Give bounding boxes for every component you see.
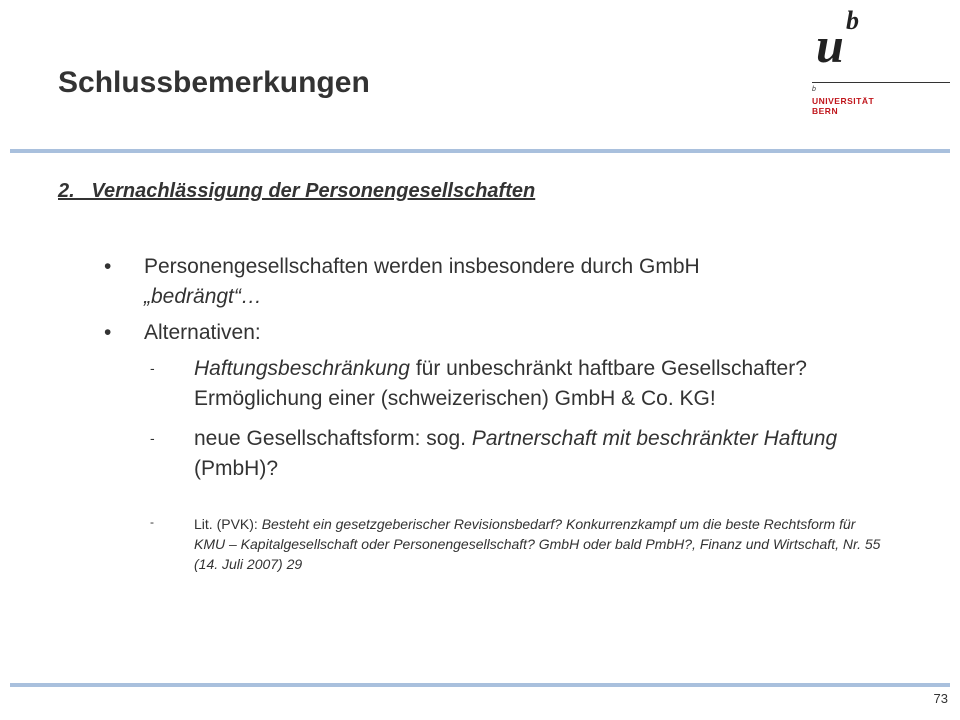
sub-item bbox=[104, 424, 884, 484]
bullet-list bbox=[104, 252, 884, 574]
logo-line-bern: BERN bbox=[812, 106, 839, 116]
section-subheading: 2. Vernachlässigung der Personengesellschaften bbox=[58, 180, 536, 202]
logo-line-universitaet: UNIVERSITÄT bbox=[812, 96, 875, 106]
logo-university-name bbox=[812, 96, 874, 116]
sub-item bbox=[104, 354, 884, 414]
sub-item-italic: Haftungsbeschränkung bbox=[194, 357, 410, 380]
bottom-divider bbox=[10, 683, 950, 687]
logo-small-b: b bbox=[812, 86, 816, 93]
bullet-item bbox=[104, 252, 884, 312]
top-divider bbox=[10, 149, 950, 153]
sub-item-text: (PmbH)? bbox=[194, 457, 279, 480]
bullet-marker: • bbox=[104, 321, 112, 344]
bullet-marker: • bbox=[104, 255, 112, 278]
literature-reference bbox=[104, 514, 884, 574]
logo-divider bbox=[812, 82, 950, 83]
literature-title: Besteht ein gesetzgeberischer Revisionsbedarf? Konkurrenzkampf um die beste Rechtsform für KMU – Kapitalgesellschaft oder Personengesellschaft? GmbH oder bald PmbH?, Finanz und Wirtschaft, Nr. 55 (14. Juli 2007) 29 bbox=[194, 516, 881, 572]
bullet-item bbox=[104, 318, 884, 348]
dash-marker: - bbox=[150, 515, 154, 529]
sub-item-text: für unbeschränkt haftbare Gesellschafter? Ermöglichung einer (schweizerischen) GmbH & Co. KG! bbox=[194, 357, 807, 410]
bullet-text-line: Personengesellschaften werden insbesondere durch GmbH bbox=[144, 255, 700, 278]
bullet-text: Alternativen: bbox=[144, 321, 261, 344]
bullet-italic-quote: „bedrängt“… bbox=[144, 285, 262, 308]
dash-marker: - bbox=[150, 360, 155, 376]
logo-b: b bbox=[846, 6, 859, 35]
sub-item-italic: Partnerschaft mit beschränkter Haftung bbox=[471, 427, 838, 450]
dash-marker: - bbox=[150, 430, 155, 446]
slide-title: Schlussbemerkungen bbox=[58, 66, 370, 99]
logo-u: u bbox=[816, 17, 844, 73]
bullet-text-line bbox=[144, 282, 884, 312]
sub-item-text: neue Gesellschaftsform: sog. bbox=[194, 427, 472, 450]
literature-prefix: Lit. (PVK): bbox=[194, 516, 262, 532]
university-logo bbox=[812, 8, 952, 123]
page-number: 73 bbox=[933, 691, 948, 706]
